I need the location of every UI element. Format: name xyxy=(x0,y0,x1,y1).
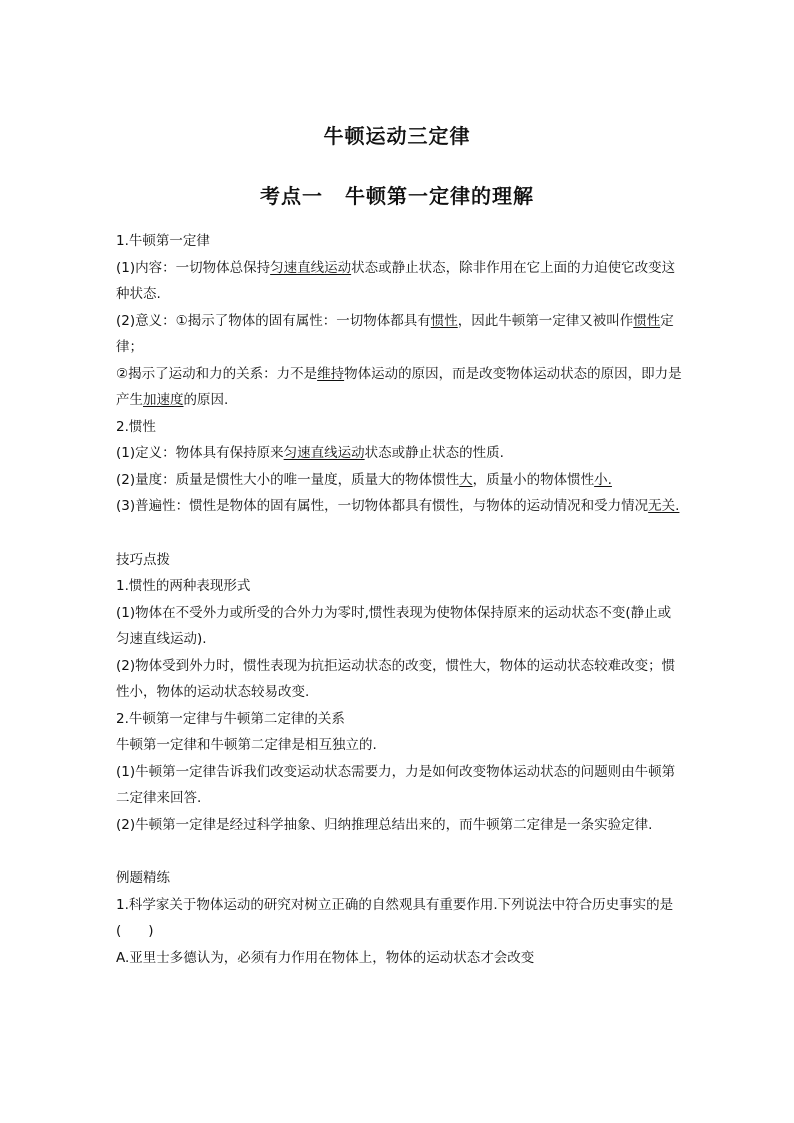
paragraph-tip-3: 牛顿第一定律和牛顿第二定律是相互独立的. xyxy=(116,737,377,753)
heading-tips: 技巧点拨 xyxy=(116,551,170,568)
paragraph-measure: (2)量度：质量是惯性大小的唯一量度，质量大的物体惯性大，质量小的物体惯性小. xyxy=(116,471,612,488)
underlined-term: 匀速直线运动 xyxy=(283,445,365,461)
question-1: 1.科学家关于物体运动的研究对树立正确的自然观具有重要作用.下列说法中符合历史事实的是( ) xyxy=(116,896,674,939)
underlined-term: 加速度 xyxy=(143,392,184,408)
paragraph-content: (1)内容：一切物体总保持匀速直线运动状态或静止状态，除非作用在它上面的力迫使它改变这种状态. xyxy=(116,259,676,302)
underlined-term: 惯性 xyxy=(633,312,661,329)
paragraph-universality: (3)普遍性：惯性是物体的固有属性，一切物体都具有惯性，与物体的运动情况和受力情况无关. xyxy=(116,498,680,514)
document-body xyxy=(116,228,682,971)
underlined-term: 无关. xyxy=(648,498,680,514)
page-title: 牛顿运动三定律 xyxy=(323,124,471,148)
paragraph-tip-2: (2)物体受到外力时，惯性表现为抗拒运动状态的改变，惯性大，物体的运动状态较难改变；惯性小，物体的运动状态较易改变. xyxy=(116,657,676,700)
heading-inertia: 2.惯性 xyxy=(116,418,156,435)
paragraph-tip-4: (1)牛顿第一定律告诉我们改变运动状态需要力，力是如何改变物体运动状态的问题则由牛顿第二定律来回答. xyxy=(116,763,676,806)
underlined-term: 惯性 xyxy=(430,312,458,329)
paragraph-definition: (1)定义：物体具有保持原来匀速直线运动状态或静止状态的性质. xyxy=(116,445,504,461)
underlined-term: 大 xyxy=(459,471,473,488)
paragraph-tip-1: (1)物体在不受外力或所受的合外力为零时,惯性表现为使物体保持原来的运动状态不变(静止或匀速直线运动). xyxy=(116,604,672,647)
section-title xyxy=(0,180,794,209)
heading-examples: 例题精练 xyxy=(116,870,170,886)
paragraph-meaning-2: ②揭示了运动和力的关系：力不是维持物体运动的原因，而是改变物体运动状态的原因，即力是产生加速度的原因. xyxy=(116,365,682,408)
paragraph-meaning-1: (2)意义：①揭示了物体的固有属性：一切物体都具有惯性，因此牛顿第一定律又被叫作惯性定律； xyxy=(116,312,674,355)
underlined-term: 匀速直线运动 xyxy=(270,259,352,276)
paragraph-tip-5: (2)牛顿第一定律是经过科学抽象、归纳推理总结出来的，而牛顿第二定律是一条实验定律. xyxy=(116,816,653,833)
underlined-term: 维持 xyxy=(317,365,345,382)
section-label: 考点一 xyxy=(260,184,323,208)
heading-newton-first-law: 1.牛顿第一定律 xyxy=(116,233,210,249)
heading-law-relation: 2.牛顿第一定律与牛顿第二定律的关系 xyxy=(116,710,345,727)
option-a: A.亚里士多德认为，必须有力作用在物体上，物体的运动状态才会改变 xyxy=(116,949,535,966)
heading-inertia-forms: 1.惯性的两种表现形式 xyxy=(116,578,251,594)
section-title-text: 牛顿第一定律的理解 xyxy=(345,184,534,208)
underlined-term: 小. xyxy=(594,471,612,488)
